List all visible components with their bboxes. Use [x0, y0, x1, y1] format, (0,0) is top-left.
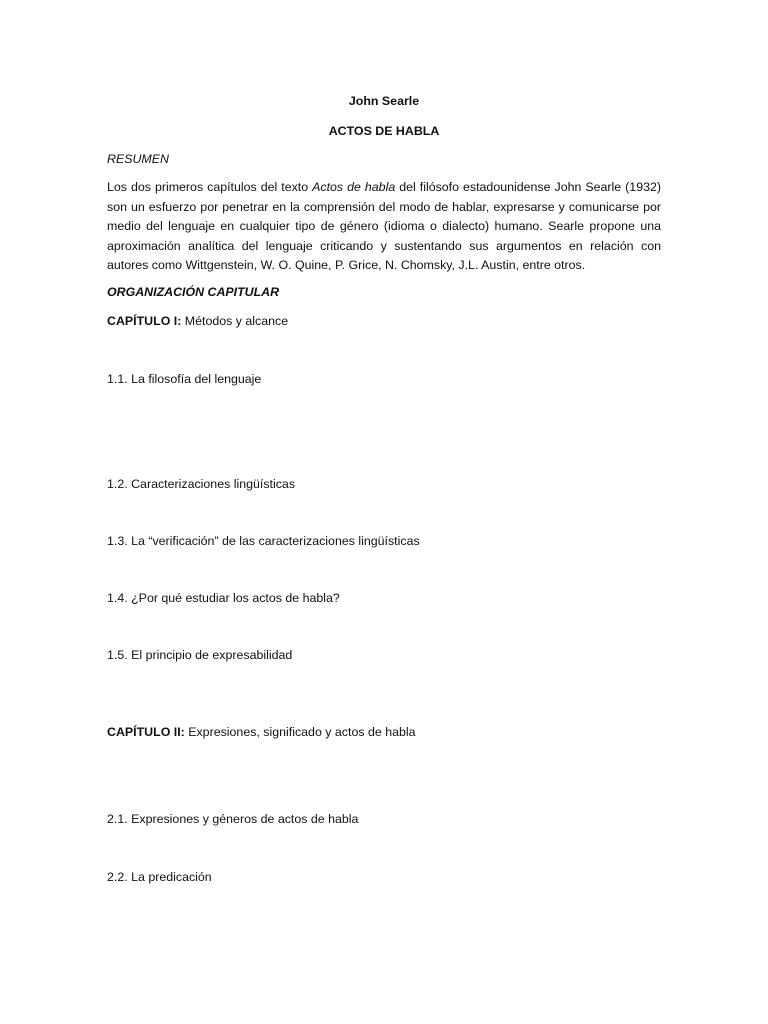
document-author: John Searle	[348, 94, 420, 108]
section-item: 1.2. Caracterizaciones lingüísticas	[107, 477, 296, 491]
chapter-title: Expresiones, significado y actos de habla	[184, 725, 416, 739]
section-item: 1.3. La “verificación” de las caracterizaciones lingüísticas	[107, 534, 420, 548]
document-title: ACTOS DE HABLA	[328, 124, 440, 138]
book-title-reference: Actos de habla	[312, 180, 396, 194]
summary-heading: RESUMEN	[107, 152, 169, 166]
section-item: 1.5. El principio de expresabilidad	[107, 648, 293, 662]
section-item: 1.4. ¿Por qué estudiar los actos de habla?	[107, 591, 340, 605]
organization-heading: ORGANIZACIÓN CAPITULAR	[107, 285, 280, 299]
chapter-label: CAPÍTULO II:	[107, 725, 185, 739]
chapter-label: CAPÍTULO I:	[107, 314, 182, 328]
chapter-title: Métodos y alcance	[181, 314, 289, 328]
section-item: 2.2. La predicación	[107, 870, 212, 884]
section-item: 1.1. La filosofía del lenguaje	[107, 372, 262, 386]
section-item: 2.1. Expresiones y géneros de actos de habla	[107, 812, 359, 826]
chapter-heading	[107, 312, 288, 332]
summary-paragraph	[107, 178, 661, 276]
chapter-heading	[107, 723, 416, 743]
summary-text-start: Los dos primeros capítulos del texto	[107, 180, 313, 194]
summary-text-rest: del filósofo estadounidense John Searle (1932) son un esfuerzo por penetrar en la comprensión del modo de hablar, expresarse y comunicarse por medio del lenguaje en cualquier tipo de género (idioma o dialecto) humano. Searle propone una aproximación analítica del lenguaje criticando y sustentando sus argumentos en relación con autores como Wittgenstein, W. O. Quine, P. Grice, N. Chomsky, J.L. Austin, entre otros.	[107, 180, 661, 272]
